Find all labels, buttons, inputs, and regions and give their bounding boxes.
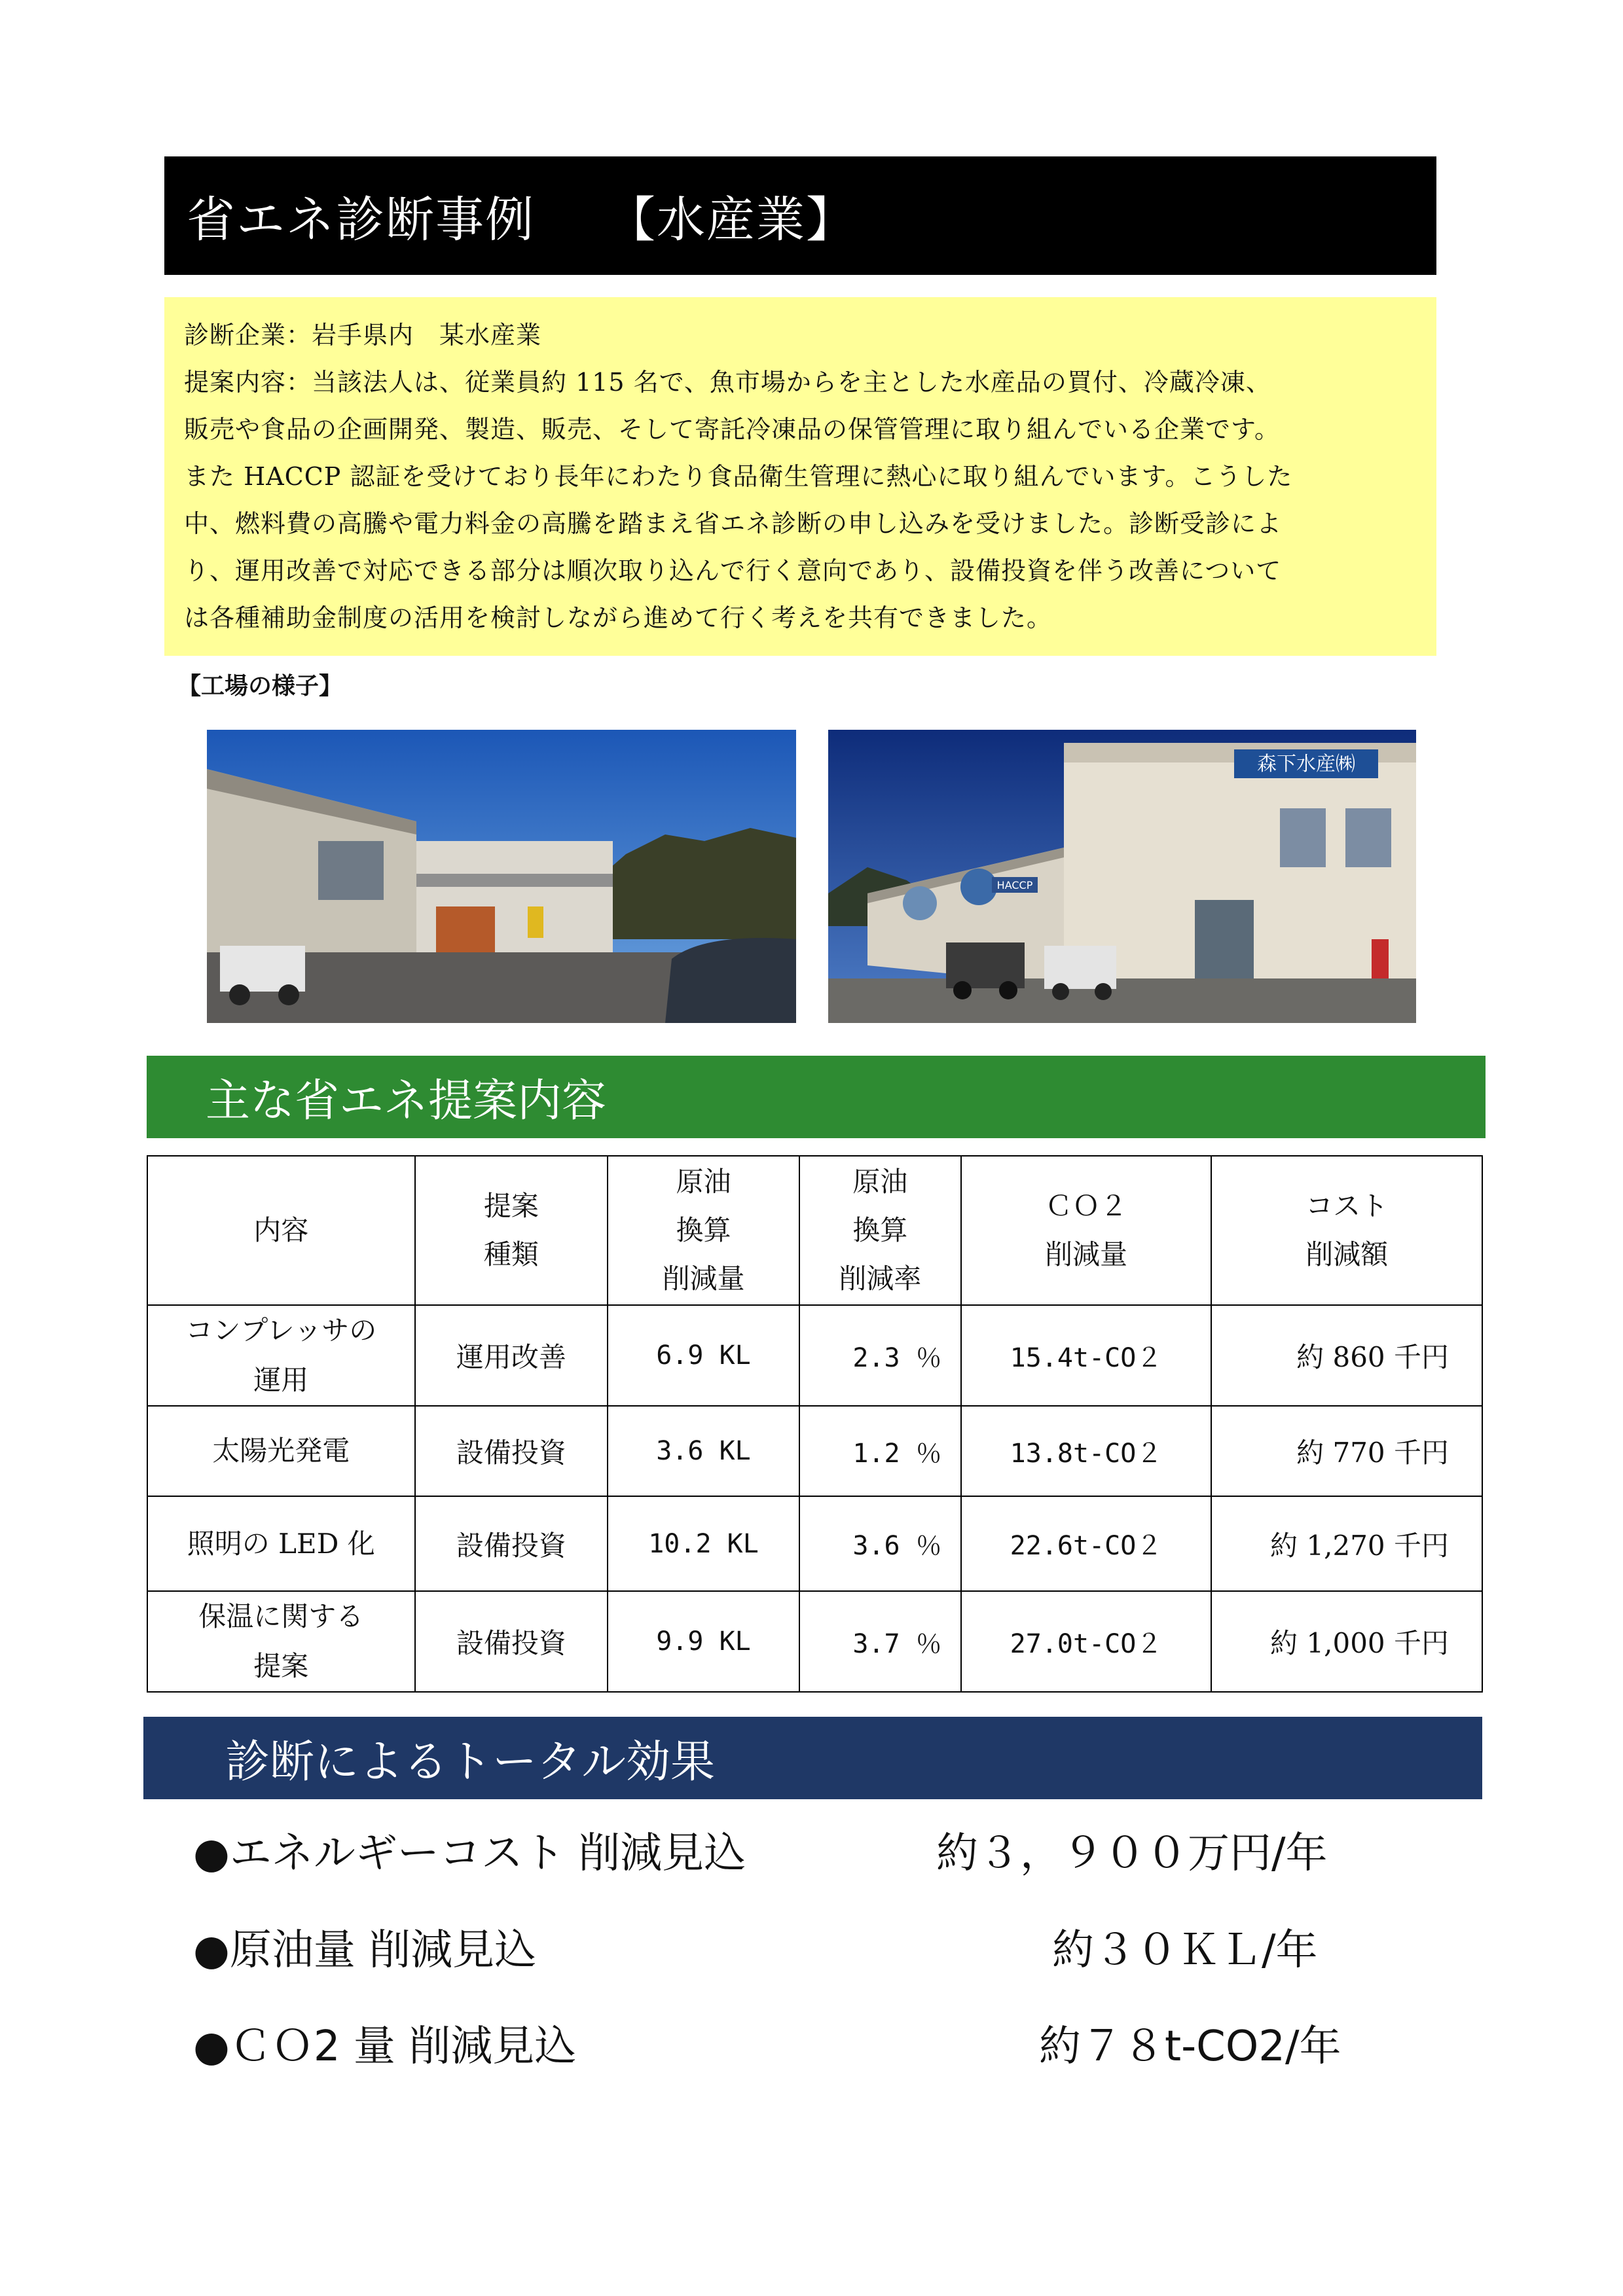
- table-row: [147, 1496, 1482, 1591]
- total-effect-heading: 診断によるトータル効果: [143, 1717, 1482, 1799]
- col-header-co2: ＣＯ２ 削減量: [961, 1156, 1212, 1305]
- table-header-row: [147, 1156, 1482, 1305]
- intro-line: り、運用改善で対応できる部分は順次取り込んで行く意向であり、設備投資を伴う改善について: [184, 556, 1282, 585]
- factory-photo-1: [207, 730, 796, 1023]
- cell-type: 運用改善: [415, 1305, 608, 1406]
- cell-content: 照明の LED 化: [147, 1496, 415, 1591]
- photos-label: 【工場の様子】: [177, 673, 343, 700]
- effect-crude-oil: [193, 1916, 1437, 1977]
- title-sector: 【水産業】: [607, 191, 856, 248]
- cell-cost: 約 860 千円: [1211, 1305, 1482, 1406]
- cell-rate: 3.7 ％: [799, 1591, 961, 1692]
- cell-type: 設備投資: [415, 1591, 608, 1692]
- col-header-oil-rate: 原油 換算 削減率: [799, 1156, 961, 1305]
- col-header-cost: コスト 削減額: [1211, 1156, 1482, 1305]
- cell-rate: 3.6 ％: [799, 1496, 961, 1591]
- cell-cost: 約 770 千円: [1211, 1406, 1482, 1496]
- cell-content: コンプレッサの 運用: [147, 1305, 415, 1406]
- cell-cost: 約 1,270 千円: [1211, 1496, 1482, 1591]
- cell-oil: 3.6 KL: [608, 1406, 799, 1496]
- cell-co2: 15.4t-CO２: [961, 1305, 1212, 1406]
- effect-co2: [193, 2013, 1437, 2073]
- company-sign-text: 森下水産㈱: [1257, 753, 1355, 776]
- intro-line: は各種補助金制度の活用を検討しながら進めて行く考えを共有できました。: [184, 603, 1053, 632]
- effect-energy-cost: [193, 1820, 1437, 1880]
- effect-label: ●原油量 削減見込: [193, 1926, 537, 1975]
- cell-oil: 9.9 KL: [608, 1591, 799, 1692]
- cell-co2: 22.6t-CO２: [961, 1496, 1212, 1591]
- factory-photo-2: [828, 730, 1416, 1023]
- cell-content: 保温に関する 提案: [147, 1591, 415, 1692]
- table-row: [147, 1406, 1482, 1496]
- intro-line: 販売や食品の企画開発、製造、販売、そして寄託冷凍品の保管管理に取り組んでいる企業です。: [184, 415, 1280, 444]
- effect-value: 約３，９００万円/年: [936, 1829, 1328, 1878]
- col-header-type: 提案 種類: [415, 1156, 608, 1305]
- effect-value: 約３０ＫＬ/年: [1052, 1926, 1318, 1975]
- proposals-table: [147, 1155, 1483, 1693]
- cell-rate: 1.2 ％: [799, 1406, 961, 1496]
- intro-line: 提案内容：当該法人は、従業員約 115 名で、魚市場からを主とした水産品の買付、冷蔵冷凍、: [184, 368, 1271, 397]
- intro-box: [164, 297, 1436, 656]
- haccp-logo-text: HACCP: [996, 879, 1033, 891]
- effect-label: ●ＣＯ2 量 削減見込: [193, 2022, 577, 2071]
- cell-content: 太陽光発電: [147, 1406, 415, 1496]
- intro-line: 中、燃料費の高騰や電力料金の高騰を踏まえ省エネ診断の申し込みを受けました。診断受診によ: [184, 509, 1283, 538]
- cell-oil: 10.2 KL: [608, 1496, 799, 1591]
- cell-rate: 2.3 ％: [799, 1305, 961, 1406]
- title-main: 省エネ診断事例: [187, 191, 535, 248]
- table-row: [147, 1305, 1482, 1406]
- proposals-heading: 主な省エネ提案内容: [147, 1056, 1486, 1138]
- col-header-oil-reduction: 原油 換算 削減量: [608, 1156, 799, 1305]
- effect-label: ●エネルギーコスト 削減見込: [193, 1829, 746, 1878]
- cell-co2: 27.0t-CO２: [961, 1591, 1212, 1692]
- cell-type: 設備投資: [415, 1496, 608, 1591]
- effect-value: 約７８t-CO2/年: [1039, 2022, 1341, 2071]
- table-row: [147, 1591, 1482, 1692]
- cell-co2: 13.8t-CO２: [961, 1406, 1212, 1496]
- page-title: [164, 156, 1436, 275]
- cell-cost: 約 1,000 千円: [1211, 1591, 1482, 1692]
- cell-oil: 6.9 KL: [608, 1305, 799, 1406]
- company-line: 診断企業：岩手県内 某水産業: [184, 321, 542, 350]
- intro-line: また HACCP 認証を受けており長年にわたり食品衛生管理に熱心に取り組んでいます。こうした: [184, 462, 1293, 491]
- col-header-content: 内容: [147, 1156, 415, 1305]
- cell-type: 設備投資: [415, 1406, 608, 1496]
